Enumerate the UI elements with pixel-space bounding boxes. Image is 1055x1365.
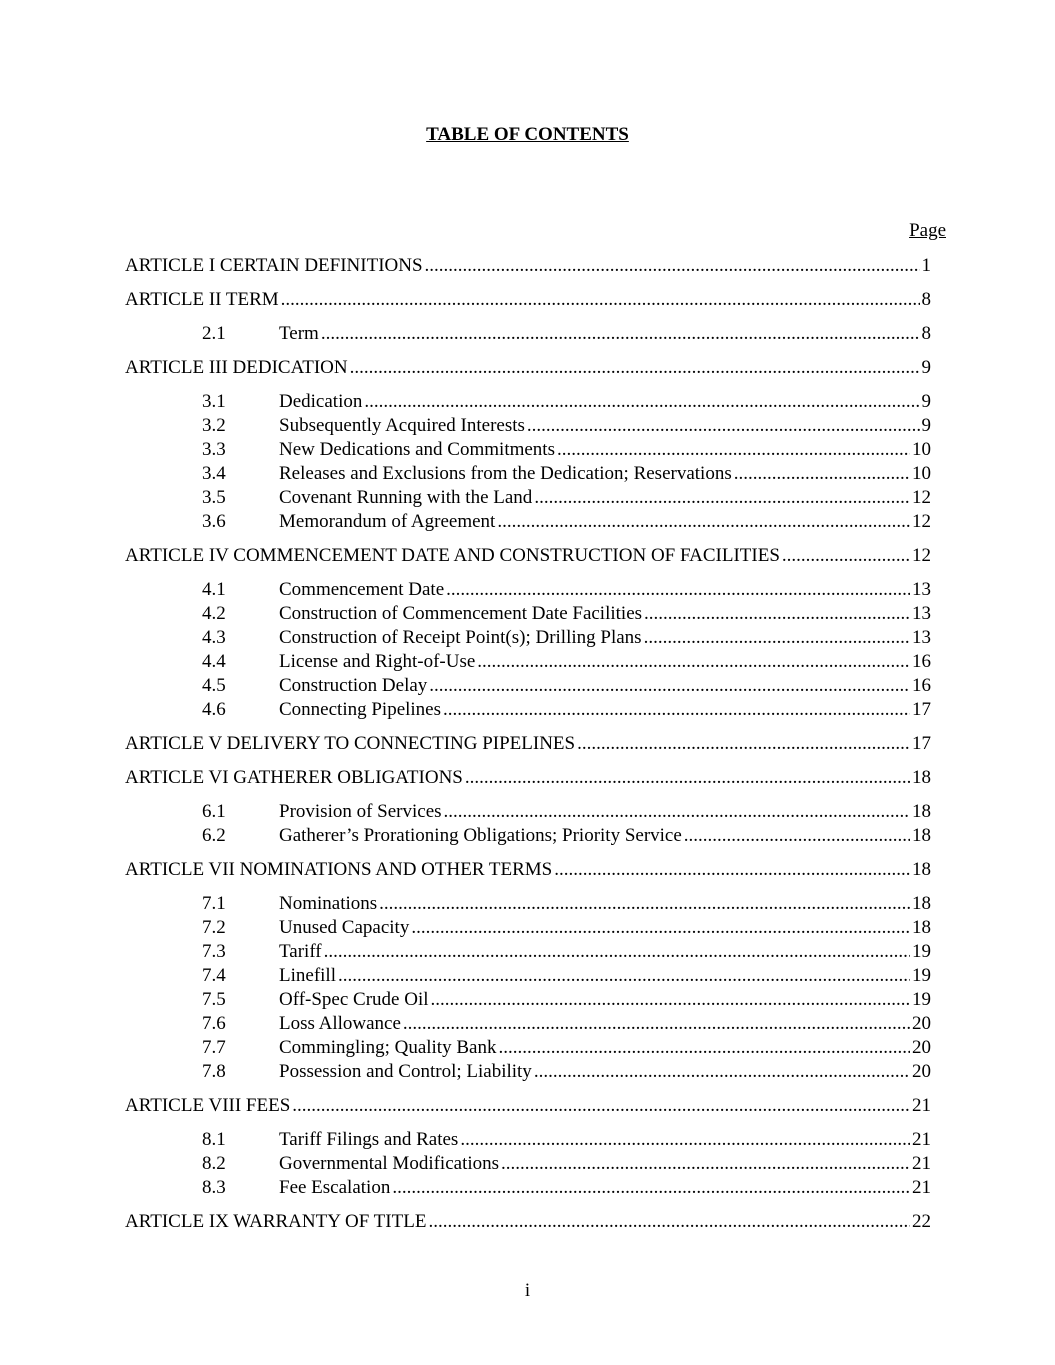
section-number: 6.1 — [202, 801, 226, 822]
entry-title: Loss Allowance — [279, 1013, 401, 1034]
dot-leader — [460, 1128, 910, 1152]
entry-page-number: 20 — [912, 1013, 931, 1034]
section-number: 4.5 — [202, 675, 226, 696]
entry-page-number: 18 — [912, 859, 931, 880]
dot-leader — [292, 1094, 910, 1118]
entry-page-number: 10 — [912, 439, 931, 460]
toc-section-entry — [125, 650, 931, 674]
entry-title: ARTICLE VII NOMINATIONS AND OTHER TERMS — [125, 859, 553, 880]
toc-section-entry — [125, 578, 931, 602]
entry-title: License and Right-of-Use — [279, 651, 476, 672]
section-number: 2.1 — [202, 323, 226, 344]
entry-page-number: 8 — [921, 323, 931, 344]
entry-title: Off-Spec Crude Oil — [279, 989, 429, 1010]
entry-title: ARTICLE IX WARRANTY OF TITLE — [125, 1211, 427, 1232]
dot-leader — [446, 578, 910, 602]
dot-leader — [411, 916, 910, 940]
toc-section-entry — [125, 438, 931, 462]
entry-page-number: 9 — [921, 415, 931, 436]
toc-section-entry — [125, 916, 931, 940]
toc-section-entry — [125, 824, 931, 848]
entry-page-number: 18 — [912, 917, 931, 938]
entry-title: Linefill — [279, 965, 336, 986]
dot-leader — [392, 1176, 910, 1200]
toc-section-entry — [125, 390, 931, 414]
section-number: 3.4 — [202, 463, 226, 484]
page-column-header: Page — [909, 220, 946, 241]
entry-title: Nominations — [279, 893, 378, 914]
entry-title: Tariff — [279, 941, 322, 962]
section-number: 7.7 — [202, 1037, 226, 1058]
section-number: 7.2 — [202, 917, 226, 938]
toc-section-entry — [125, 602, 931, 626]
dot-leader — [350, 356, 920, 380]
toc-article-entry — [125, 254, 931, 278]
toc-section-entry — [125, 414, 931, 438]
entry-page-number: 13 — [912, 627, 931, 648]
toc-article-entry — [125, 356, 931, 380]
entry-title: Possession and Control; Liability — [279, 1061, 532, 1082]
entry-title: Tariff Filings and Rates — [279, 1129, 459, 1150]
entry-page-number: 20 — [912, 1061, 931, 1082]
dot-leader — [554, 858, 910, 882]
entry-page-number: 16 — [912, 651, 931, 672]
dot-leader — [577, 732, 910, 756]
entry-page-number: 19 — [912, 989, 931, 1010]
toc-section-entry — [125, 1152, 931, 1176]
entry-title: ARTICLE II TERM — [125, 289, 279, 310]
dot-leader — [684, 824, 910, 848]
dot-leader — [403, 1012, 910, 1036]
entry-title: Connecting Pipelines — [279, 699, 442, 720]
dot-leader — [321, 322, 920, 346]
toc-article-entry — [125, 1210, 931, 1234]
dot-leader — [379, 892, 910, 916]
entry-title: ARTICLE VIII FEES — [125, 1095, 291, 1116]
entry-title: ARTICLE III DEDICATION — [125, 357, 348, 378]
entry-title: Construction of Commencement Date Facilities — [279, 603, 643, 624]
dot-leader — [364, 390, 919, 414]
section-number: 4.6 — [202, 699, 226, 720]
entry-title: ARTICLE IV COMMENCEMENT DATE AND CONSTRUCTION OF FACILITIES — [125, 545, 780, 566]
section-number: 4.3 — [202, 627, 226, 648]
entry-page-number: 18 — [912, 767, 931, 788]
toc-article-entry — [125, 858, 931, 882]
section-number: 8.1 — [202, 1129, 226, 1150]
toc-section-entry — [125, 800, 931, 824]
section-number: 8.2 — [202, 1153, 226, 1174]
dot-leader — [477, 650, 910, 674]
section-number: 3.2 — [202, 415, 226, 436]
toc-article-entry — [125, 1094, 931, 1118]
entry-title: Term — [279, 323, 319, 344]
toc-section-entry — [125, 1012, 931, 1036]
entry-page-number: 21 — [912, 1095, 931, 1116]
toc-section-entry — [125, 940, 931, 964]
toc-section-entry — [125, 322, 931, 346]
section-number: 7.1 — [202, 893, 226, 914]
dot-leader — [444, 800, 910, 824]
section-number: 4.2 — [202, 603, 226, 624]
entry-title: ARTICLE I CERTAIN DEFINITIONS — [125, 255, 423, 276]
entry-title: Construction of Receipt Point(s); Drilling Plans — [279, 627, 642, 648]
section-number: 7.8 — [202, 1061, 226, 1082]
toc-article-entry — [125, 288, 931, 312]
toc-section-entry — [125, 1060, 931, 1084]
entry-title: ARTICLE V DELIVERY TO CONNECTING PIPELINES — [125, 733, 576, 754]
toc-section-entry — [125, 892, 931, 916]
entry-page-number: 9 — [921, 391, 931, 412]
dot-leader — [557, 438, 910, 462]
toc-section-entry — [125, 486, 931, 510]
entry-page-number: 18 — [912, 801, 931, 822]
entry-page-number: 18 — [912, 825, 931, 846]
entry-page-number: 10 — [912, 463, 931, 484]
section-number: 3.1 — [202, 391, 226, 412]
entry-page-number: 21 — [912, 1153, 931, 1174]
entry-title: Commingling; Quality Bank — [279, 1037, 497, 1058]
toc-list — [125, 254, 931, 1244]
entry-page-number: 19 — [912, 965, 931, 986]
entry-title: Covenant Running with the Land — [279, 487, 533, 508]
entry-page-number: 13 — [912, 579, 931, 600]
entry-page-number: 21 — [912, 1129, 931, 1150]
entry-title: Dedication — [279, 391, 363, 412]
dot-leader — [465, 766, 910, 790]
section-number: 6.2 — [202, 825, 226, 846]
entry-title: Unused Capacity — [279, 917, 410, 938]
section-number: 3.5 — [202, 487, 226, 508]
dot-leader — [431, 988, 910, 1012]
entry-page-number: 20 — [912, 1037, 931, 1058]
entry-title: Governmental Modifications — [279, 1153, 500, 1174]
toc-section-entry — [125, 1036, 931, 1060]
entry-page-number: 17 — [912, 733, 931, 754]
entry-title: Provision of Services — [279, 801, 442, 822]
dot-leader — [644, 626, 910, 650]
toc-section-entry — [125, 988, 931, 1012]
toc-section-entry — [125, 510, 931, 534]
entry-title: Memorandum of Agreement — [279, 511, 496, 532]
section-number: 3.6 — [202, 511, 226, 532]
section-number: 3.3 — [202, 439, 226, 460]
dot-leader — [428, 1210, 910, 1234]
entry-page-number: 12 — [912, 545, 931, 566]
toc-article-entry — [125, 766, 931, 790]
entry-page-number: 21 — [912, 1177, 931, 1198]
dot-leader — [644, 602, 910, 626]
entry-title: Subsequently Acquired Interests — [279, 415, 525, 436]
section-number: 4.4 — [202, 651, 226, 672]
dot-leader — [501, 1152, 910, 1176]
dot-leader — [527, 414, 920, 438]
entry-title: ARTICLE VI GATHERER OBLIGATIONS — [125, 767, 463, 788]
entry-title: Releases and Exclusions from the Dedication; Reservations — [279, 463, 732, 484]
entry-page-number: 12 — [912, 487, 931, 508]
section-number: 8.3 — [202, 1177, 226, 1198]
page-number-footer: i — [524, 1280, 531, 1301]
entry-page-number: 8 — [921, 289, 931, 310]
entry-page-number: 12 — [912, 511, 931, 532]
entry-page-number: 17 — [912, 699, 931, 720]
entry-page-number: 13 — [912, 603, 931, 624]
dot-leader — [534, 486, 910, 510]
toc-article-entry — [125, 732, 931, 756]
toc-section-entry — [125, 626, 931, 650]
dot-leader — [443, 698, 910, 722]
entry-title: New Dedications and Commitments — [279, 439, 555, 460]
toc-section-entry — [125, 462, 931, 486]
entry-title: Construction Delay — [279, 675, 428, 696]
section-number: 4.1 — [202, 579, 226, 600]
section-number: 7.5 — [202, 989, 226, 1010]
toc-section-entry — [125, 964, 931, 988]
toc-section-entry — [125, 1128, 931, 1152]
dot-leader — [338, 964, 910, 988]
toc-section-entry — [125, 1176, 931, 1200]
entry-page-number: 19 — [912, 941, 931, 962]
toc-title: TABLE OF CONTENTS — [426, 124, 629, 145]
toc-article-entry — [125, 544, 931, 568]
toc-section-entry — [125, 698, 931, 722]
dot-leader — [534, 1060, 910, 1084]
dot-leader — [498, 1036, 910, 1060]
entry-page-number: 16 — [912, 675, 931, 696]
entry-page-number: 1 — [921, 255, 931, 276]
entry-page-number: 22 — [912, 1211, 931, 1232]
entry-title: Fee Escalation — [279, 1177, 391, 1198]
dot-leader — [429, 674, 910, 698]
dot-leader — [497, 510, 910, 534]
dot-leader — [782, 544, 910, 568]
dot-leader — [734, 462, 910, 486]
entry-page-number: 18 — [912, 893, 931, 914]
section-number: 7.4 — [202, 965, 226, 986]
entry-title: Commencement Date — [279, 579, 445, 600]
dot-leader — [324, 940, 910, 964]
dot-leader — [281, 288, 920, 312]
entry-page-number: 9 — [921, 357, 931, 378]
section-number: 7.6 — [202, 1013, 226, 1034]
dot-leader — [425, 254, 920, 278]
entry-title: Gatherer’s Prorationing Obligations; Priority Service — [279, 825, 682, 846]
section-number: 7.3 — [202, 941, 226, 962]
toc-section-entry — [125, 674, 931, 698]
